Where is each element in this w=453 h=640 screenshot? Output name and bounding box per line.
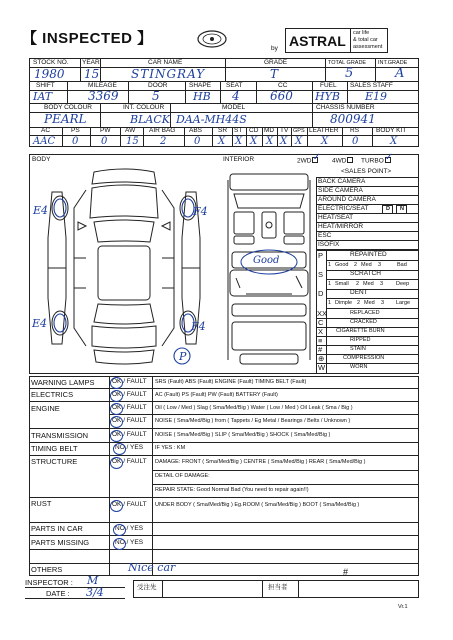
elec-seat-d: [382, 205, 393, 214]
value-seat: 4: [232, 89, 240, 103]
brand-sub-3: assessment: [353, 44, 383, 50]
check-parts-missing-opt[interactable]: NO / YES: [115, 539, 144, 546]
scale-d-dimple: Dimple: [335, 300, 353, 306]
label-body-colour: BODY COLOUR: [44, 104, 92, 111]
check-structure-label: STRUCTURE: [31, 457, 78, 466]
label-abs: ABS: [189, 127, 203, 134]
legend-code-ripped: ≡: [318, 336, 323, 345]
scale-s-small: Small: [335, 281, 349, 287]
label-st: ST: [234, 127, 243, 134]
interior-diagram: [226, 170, 312, 368]
check-others-note: Nice car: [128, 561, 176, 574]
scale-d-1: 1: [328, 300, 332, 306]
check-parts-in-car-label: PARTS IN CAR: [31, 524, 83, 533]
label-body-kit: BODY KIT: [376, 127, 407, 134]
legend-code-c: C: [318, 318, 324, 327]
label-seat: SEAT: [226, 82, 243, 89]
check-electrics-label: ELECTRICS: [31, 390, 74, 399]
note-front-left: E4: [33, 204, 49, 217]
label-door: DOOR: [148, 82, 168, 89]
sales-isofix: ISOFIX: [318, 241, 340, 248]
legend-code-p: P: [318, 251, 324, 260]
legend-code-s: S: [318, 270, 324, 279]
check-rust-label: RUST: [31, 499, 52, 508]
inspector-label: INSPECTOR :: [25, 578, 73, 587]
legend-code-xx: XX: [317, 309, 328, 318]
scale-s-1: 1: [328, 281, 332, 287]
label-cd: CD: [249, 127, 259, 134]
value-sr: X: [218, 136, 226, 147]
label-shape: SHAPE: [189, 82, 212, 89]
brand-sub-1: car life: [353, 30, 370, 36]
label-cc: CC: [278, 82, 288, 89]
value-year: 15: [84, 67, 100, 81]
value-body-colour: PEARL: [44, 112, 87, 126]
label-shift: SHIFT: [36, 82, 55, 89]
scale-s-med: Med: [363, 281, 374, 287]
legend-cracked: CRACKED: [350, 319, 377, 325]
legend-code-w: W: [318, 363, 326, 372]
label-car-name: CAR NAME: [148, 59, 183, 66]
sales-heat-mirror: HEAT/MIRROR: [318, 223, 364, 230]
no-circle-mark: [113, 524, 126, 536]
person-label: 担当者: [268, 584, 288, 591]
legend-compression: COMPRESSION: [343, 355, 385, 361]
scale-d-2: 2: [357, 300, 361, 306]
value-leather: X: [321, 136, 329, 147]
legend-dent: DENT: [350, 289, 368, 296]
ok-circle-mark: [110, 403, 123, 415]
check-timing-belt-label: TIMING BELT: [31, 444, 78, 453]
check-transmission-label: TRANSMISSION: [31, 431, 89, 440]
label-md: MD: [264, 127, 275, 134]
label-chassis-number: CHASSIS NUMBER: [316, 104, 375, 111]
note-front-right: F4: [193, 205, 208, 218]
hash-mark: #: [343, 567, 349, 577]
sales-back-camera: BACK CAMERA: [318, 178, 366, 185]
check-structure-detail: DAMAGE: FRONT ( Sma/Med/Big ) CENTRE ( Sma/Med/Big ) REAR ( Sma/Med/Big ): [155, 459, 366, 465]
date-value: 3/4: [86, 586, 104, 599]
value-car-name: STINGRAY: [131, 67, 206, 81]
label-sales-staff: SALES STAFF: [350, 82, 393, 89]
note-rear-left: E4: [32, 317, 48, 330]
value-stock-no: 1980: [34, 67, 65, 81]
scale-s-deep: Deep: [396, 281, 410, 287]
label-aw: AW: [125, 127, 136, 134]
value-mileage: 3369: [88, 89, 119, 103]
inspector-value: M: [87, 574, 99, 587]
value-abs: 0: [194, 136, 201, 147]
label-leather: LEATHER: [309, 127, 339, 134]
scale-s-2: 2: [356, 281, 360, 287]
legend-code-compression: ⊕: [318, 354, 325, 363]
drive-4wd: 4WD: [332, 158, 353, 165]
value-aw: 15: [126, 136, 139, 147]
scale-p-good: Good: [335, 262, 349, 268]
check-engine-detail: Oil ( Low / Med ) Slag ( Sma/Med/Big ) Water ( Low / Med ) Oil Leak ( Sma / Big ): [155, 405, 353, 411]
label-fuel: FUEL: [320, 82, 337, 89]
scale-d-3: 3: [381, 300, 385, 306]
legend-stain: STAIN: [350, 346, 366, 352]
check-repair-state: REPAIR STATE: Good Normal Bad (You need to repair again!!): [155, 487, 309, 493]
check-engine-noise-opt[interactable]: OK / FAULT: [112, 417, 147, 424]
brand-name: ASTRAL: [289, 33, 346, 49]
legend-ripped: RIPPED: [350, 337, 371, 343]
check-parts-in-car-opt[interactable]: NO / YES: [115, 525, 144, 532]
value-fuel: HYB: [315, 90, 340, 103]
value-ps: 0: [72, 136, 79, 147]
value-shape: HB: [193, 90, 211, 103]
legend-scratch: SCRATCH: [350, 270, 381, 277]
legend-repainted: REPAINTED: [350, 251, 387, 258]
value-gps: X: [295, 136, 303, 147]
check-electrics-opt[interactable]: OK / FAULT: [112, 391, 147, 398]
check-timing-belt-opt[interactable]: NO / YES: [115, 444, 144, 451]
check-transmission-detail: NOISE ( Sma/Med/Big ) SLIP ( Sma/Med/Big ) SHOCK ( Sma/Med/Big ): [155, 432, 331, 438]
sales-point-title: <SALES POINT>: [341, 168, 392, 175]
ok-circle-mark: [110, 430, 123, 442]
scale-p-2: 2: [354, 262, 358, 268]
check-electrics-detail: AC (Fault) PS (Fault) PW (Fault) BATTERY (Fault): [155, 392, 278, 398]
check-structure-opt[interactable]: OK / FAULT: [112, 458, 147, 465]
value-tv: X: [280, 136, 288, 147]
note-roof: Good: [253, 255, 280, 266]
ok-circle-mark: [110, 457, 123, 469]
note-bottom: P: [179, 350, 187, 363]
elec-seat-d-label: D: [386, 206, 390, 212]
scale-d-med: Med: [364, 300, 375, 306]
scale-p-1: 1: [328, 262, 332, 268]
ok-circle-mark: [110, 377, 123, 389]
scale-d-large: Large: [396, 300, 411, 306]
brand-box: [285, 28, 388, 53]
value-body-kit: X: [390, 136, 398, 147]
legend-cigarette-burn: CIGARETTE BURN: [336, 328, 385, 334]
check-engine-noise-detail: NOISE ( Sma/Med/Big ) from ( Tappets / Eg Metal / Bearings / Belts / Unknown ): [155, 418, 351, 424]
legend-scale-s: [326, 279, 419, 290]
sales-side-camera: SIDE CAMERA: [318, 187, 363, 194]
elec-seat-n: [396, 205, 407, 214]
astral-logo: [196, 29, 228, 49]
scale-p-bad: Bad: [397, 262, 407, 268]
check-rust-opt[interactable]: OK / FAULT: [112, 501, 147, 508]
value-cd: X: [250, 136, 258, 147]
value-total-grade: 5: [345, 66, 354, 81]
value-md: X: [266, 136, 274, 147]
value-ac: AAC: [33, 136, 56, 147]
label-stock-no: STOCK NO.: [33, 59, 69, 66]
label-ac: AC: [41, 127, 51, 134]
legend-code-stain: #: [318, 345, 323, 354]
label-int-colour: INT. COLOUR: [123, 104, 165, 111]
label-mileage: MILEAGE: [88, 82, 117, 89]
label-airbag: AIR BAG: [149, 127, 176, 134]
brand-sub-2: & total car: [353, 37, 378, 43]
check-others-label: OTHERS: [31, 565, 63, 574]
check-timing-belt-detail: IF YES : KM: [155, 445, 186, 451]
label-year: YEAR: [82, 59, 100, 66]
check-parts-missing-label: PARTS MISSING: [31, 538, 90, 547]
ok-circle-mark: [110, 390, 123, 402]
body-label: BODY: [32, 156, 51, 163]
scale-s-3: 3: [380, 281, 384, 287]
label-tv: TV: [280, 127, 289, 134]
interior-label: INTERIOR: [223, 156, 255, 163]
ok-circle-mark: [110, 416, 123, 428]
value-shift: IAT: [33, 90, 53, 103]
legend-code-x: X: [318, 327, 324, 336]
label-grade: GRADE: [264, 59, 288, 66]
check-warning-lamps-detail: SRS (Fault) ABS (Fault) ENGINE (Fault) TIMING BELT (Fault): [155, 379, 307, 385]
value-st: X: [235, 136, 243, 147]
label-rs: RS: [350, 127, 360, 134]
value-int-grade: A: [395, 66, 405, 81]
check-rust-detail: UNDER BODY ( Sma/Med/Big ) Eg.ROOM ( Sma/Med/Big ) BOOT ( Sma/Med/Big ): [155, 502, 360, 508]
car-body-diagram: [34, 168, 214, 368]
form-title: 【 INSPECTED 】: [22, 30, 153, 47]
receipt-label: 受注先: [137, 584, 157, 591]
value-model: DAA-MH44S: [176, 113, 247, 126]
sales-esc: ESC: [318, 232, 332, 239]
check-warning-lamps-label: WARNING LAMPS: [31, 378, 95, 387]
ok-circle-mark: [110, 500, 123, 512]
sales-electric-seat: ELECTRIC/SEAT: [318, 205, 369, 212]
check-engine-opt[interactable]: OK / FAULT: [112, 404, 147, 411]
no-circle-mark: [113, 538, 126, 550]
by-label: by: [271, 45, 278, 52]
label-gps: GPS: [293, 128, 305, 134]
value-sales-staff: E19: [365, 90, 388, 103]
legend-scale-d: [326, 298, 419, 309]
version-label: Vr.1: [398, 604, 408, 610]
value-rs: 0: [352, 136, 359, 147]
value-cc: 660: [270, 89, 293, 103]
value-pw: 0: [101, 136, 108, 147]
scale-p-3: 3: [378, 262, 382, 268]
date-label: DATE :: [46, 589, 70, 598]
check-engine-label: ENGINE: [31, 404, 60, 413]
value-airbag: 2: [160, 136, 167, 147]
label-sr: SR: [218, 127, 228, 134]
label-total-grade: TOTAL GRADE: [328, 60, 367, 66]
value-chassis-number: 800941: [330, 112, 376, 126]
sales-around-camera: AROUND CAMERA: [318, 196, 376, 203]
label-int-grade: INT.GRADE: [378, 60, 408, 66]
label-model: MODEL: [222, 104, 246, 111]
check-transmission-opt[interactable]: OK / FAULT: [112, 431, 147, 438]
value-int-colour: BLACK: [130, 113, 170, 126]
legend-worn: WORN: [350, 364, 368, 370]
value-grade: T: [270, 67, 279, 81]
drive-turbo: TURBO ✓: [361, 152, 394, 165]
legend-code-d: D: [318, 289, 324, 298]
value-door: 5: [152, 89, 160, 103]
label-ps: PS: [71, 127, 80, 134]
check-warning-lamps-opt[interactable]: OK / FAULT: [112, 378, 147, 385]
label-pw: PW: [100, 127, 111, 134]
note-rear-right: F4: [191, 320, 206, 333]
no-circle-mark: [113, 443, 126, 455]
scale-p-med: Med: [361, 262, 372, 268]
elec-seat-n-label: N: [400, 206, 404, 212]
check-damage-detail: DETAIL OF DAMAGE:: [155, 473, 210, 479]
sales-heat-seat: HEAT/SEAT: [318, 214, 354, 221]
legend-replaced: REPLACED: [350, 310, 380, 316]
drive-2wd: 2WD ✓: [297, 152, 321, 165]
